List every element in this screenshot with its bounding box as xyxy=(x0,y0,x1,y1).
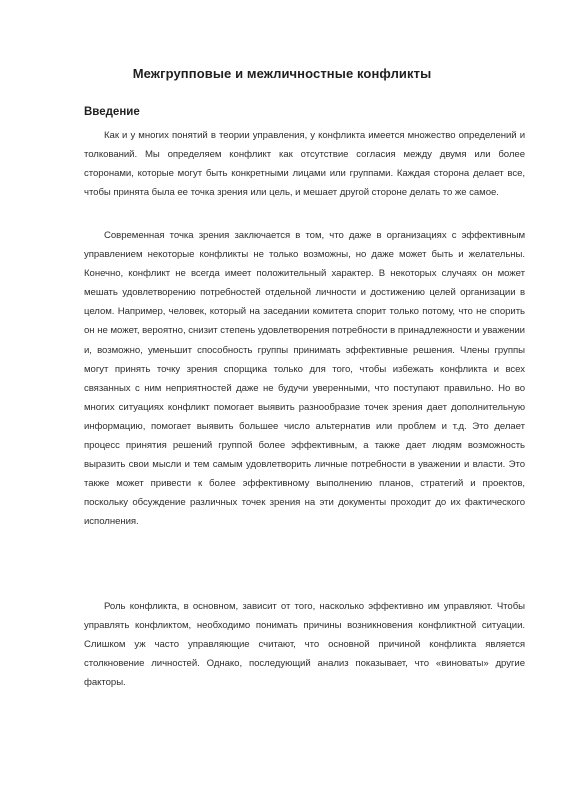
document-title: Межгрупповые и межличностные конфликты xyxy=(132,66,432,81)
section-heading: Введение xyxy=(84,106,140,118)
paragraph-definition: Как и у многих понятий в теории управления, у конфликта имеется множество определений и толкований. Мы определяем конфликт как отсутствие согласия между двумя или более сторонами, которые могут быть конкретными лицами или группами. Каждая сторона делает все, чтобы принята была ее точка зрения или цель, и мешает другой стороне делать то же самое. xyxy=(84,130,525,199)
paragraph-conflict-role: Роль конфликта, в основном, зависит от того, насколько эффективно им управляют. Чтобы управлять конфликтом, необходимо понимать причины возникновения конфликтной ситуации. Слишком уж часто управляющие считают, что основной причиной конфликта является столкновение личностей. Однако, последующий анализ показывает, что «виноваты» другие факторы. xyxy=(84,601,525,689)
paragraph-modern-view: Современная точка зрения заключается в том, что даже в организациях с эффективным управлением некоторые конфликты не только возможны, но даже может быть и желательны. Конечно, конфликт не всегда имеет положительный характер. В некоторых случаях он может мешать удовлетворению потребностей отдельной личности и достижению целей организации в целом. Например, человек, который на заседании комитета спорит только потому, что не спорить он не может, вероятно, снизит степень удовлетворения потребности в принадлежности и уважении и, возможно, уменьшит способность группы принимать эффективные решения. Члены группы могут принять точку зрения спорщика только для того, чтобы избежать конфликта и всех связанных с ним неприятностей даже не будучи уверенными, что поступают правильно. Но во многих ситуациях конфликт помогает выявить разнообразие точек зрения дает дополнительную информацию, помогает выявить большее число альтернатив или проблем и т.д. Это делает процесс принятия решений группой более эффективным, а также дает людям возможность выразить свои мысли и тем самым удовлетворить личные потребности в уважении и власти. Это также может привести к более эффективному выполнению планов, стратегий и проектов, поскольку обсуждение различных точек зрения на эти документы проходит до их фактического исполнения. xyxy=(84,230,525,528)
